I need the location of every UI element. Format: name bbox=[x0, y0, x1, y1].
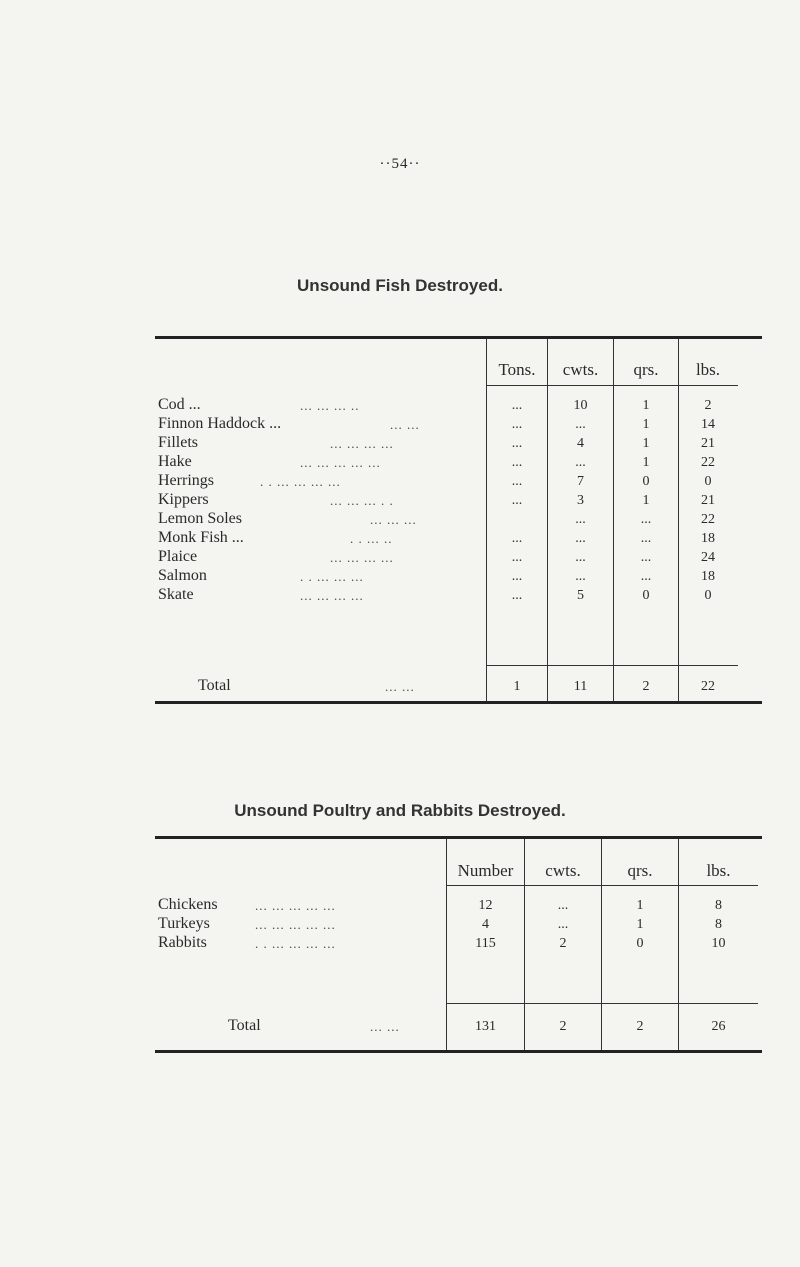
row-label: Finnon Haddock ... bbox=[158, 415, 282, 432]
cell-cwts: ... bbox=[575, 455, 586, 470]
total-cwts: 2 bbox=[559, 1019, 567, 1034]
poultry-header-rule bbox=[446, 885, 758, 886]
cell-cwts: 2 bbox=[559, 936, 567, 951]
cell-qrs: 1 bbox=[642, 493, 650, 508]
total-number: 131 bbox=[475, 1019, 496, 1034]
poultry-top-rule bbox=[155, 836, 762, 839]
fish-top-rule bbox=[155, 336, 762, 339]
row-leader: ... ... ... ... ... bbox=[255, 898, 336, 913]
cell-number: 4 bbox=[482, 917, 489, 932]
fish-header-cwts: cwts. bbox=[562, 360, 599, 379]
total-qrs: 2 bbox=[636, 1019, 644, 1034]
cell-cwts: ... bbox=[575, 417, 586, 432]
row-label: Chickens bbox=[158, 896, 218, 913]
cell-lbs: 8 bbox=[715, 898, 722, 913]
row-leader: ... ... ... ... bbox=[330, 436, 394, 451]
row-label: Plaice bbox=[158, 548, 198, 565]
cell-tons: ... bbox=[511, 531, 523, 546]
cell-lbs: 10 bbox=[711, 936, 726, 951]
cell-cwts: ... bbox=[575, 512, 586, 527]
row-leader: . . ... ... ... ... bbox=[255, 936, 336, 951]
cell-qrs: ... bbox=[640, 531, 652, 546]
cell-tons: ... bbox=[511, 569, 523, 584]
cell-qrs: 1 bbox=[642, 398, 650, 413]
cell-qrs: 1 bbox=[642, 436, 650, 451]
cell-cwts: ... bbox=[557, 917, 569, 932]
cell-cwts: 10 bbox=[573, 398, 588, 413]
cell-lbs: 21 bbox=[701, 436, 715, 451]
fish-header-rule bbox=[486, 385, 738, 386]
row-leader: ... ... ... ... bbox=[330, 550, 394, 565]
total-label: Total bbox=[228, 1017, 261, 1034]
cell-cwts: ... bbox=[575, 531, 586, 546]
fish-header-tons: Tons. bbox=[498, 360, 536, 379]
row-label: Cod ... bbox=[158, 396, 201, 413]
fish-total-rule bbox=[486, 665, 738, 666]
row-leader: ... ... ... . . bbox=[330, 493, 394, 508]
cell-cwts: ... bbox=[557, 898, 569, 913]
row-leader: ... ... bbox=[385, 679, 415, 694]
cell-lbs: 8 bbox=[715, 917, 722, 932]
cell-lbs: 0 bbox=[704, 474, 712, 489]
poultry-header-number: Number bbox=[457, 861, 514, 880]
cell-qrs: ... bbox=[640, 569, 652, 584]
cell-qrs: 1 bbox=[642, 455, 650, 470]
total-qrs: 2 bbox=[642, 679, 650, 694]
cell-lbs: 18 bbox=[701, 569, 715, 584]
poultry-header-cwts: cwts. bbox=[545, 861, 581, 880]
row-leader: ... ... bbox=[390, 417, 420, 432]
total-lbs: 26 bbox=[711, 1019, 726, 1034]
row-label: Fillets bbox=[158, 434, 199, 451]
row-label: Salmon bbox=[158, 567, 207, 584]
cell-qrs: 1 bbox=[636, 898, 644, 913]
row-leader: ... ... ... ... ... bbox=[255, 917, 336, 932]
row-leader: ... ... ... ... bbox=[300, 588, 364, 603]
cell-lbs: 18 bbox=[701, 531, 715, 546]
total-lbs: 22 bbox=[701, 679, 715, 694]
row-label: Kippers bbox=[158, 491, 209, 508]
fish-bottom-rule bbox=[155, 701, 762, 704]
row-label: Hake bbox=[158, 453, 192, 470]
cell-qrs: 1 bbox=[642, 417, 650, 432]
cell-lbs: 21 bbox=[701, 493, 715, 508]
cell-tons: ... bbox=[511, 436, 523, 451]
row-leader: . . ... ... ... bbox=[300, 569, 364, 584]
total-cwts: 11 bbox=[573, 679, 588, 694]
row-leader: . . ... .. bbox=[350, 531, 393, 546]
poultry-header-qrs: qrs. bbox=[627, 861, 653, 880]
poultry-total-rule bbox=[446, 1003, 758, 1004]
row-leader: ... ... ... bbox=[370, 512, 417, 527]
cell-qrs: 0 bbox=[636, 936, 644, 951]
cell-lbs: 22 bbox=[701, 455, 715, 470]
cell-tons: ... bbox=[511, 550, 523, 565]
row-label: Lemon Soles bbox=[158, 510, 242, 527]
fish-table-title: Unsound Fish Destroyed. bbox=[297, 276, 503, 295]
total-label: Total bbox=[198, 677, 231, 694]
cell-tons: ... bbox=[511, 417, 523, 432]
cell-lbs: 0 bbox=[704, 588, 712, 603]
cell-cwts: ... bbox=[575, 569, 586, 584]
cell-tons: ... bbox=[511, 588, 523, 603]
cell-tons: ... bbox=[511, 455, 523, 470]
row-leader: ... ... ... ... ... bbox=[300, 455, 381, 470]
row-label: Turkeys bbox=[158, 915, 210, 932]
fish-col-divider bbox=[486, 339, 487, 701]
row-label: Rabbits bbox=[158, 934, 207, 951]
poultry-header-lbs: lbs. bbox=[706, 861, 731, 880]
cell-cwts: 4 bbox=[577, 436, 584, 451]
cell-lbs: 24 bbox=[701, 550, 715, 565]
cell-tons: ... bbox=[511, 493, 523, 508]
row-label: Monk Fish ... bbox=[158, 529, 244, 546]
cell-qrs: 0 bbox=[642, 588, 650, 603]
cell-tons: ... bbox=[511, 474, 523, 489]
row-leader: . . ... ... ... ... bbox=[260, 474, 341, 489]
page-number: ··54·· bbox=[379, 156, 421, 172]
row-label: Skate bbox=[158, 586, 194, 603]
cell-lbs: 22 bbox=[701, 512, 715, 527]
cell-lbs: 14 bbox=[701, 417, 715, 432]
cell-cwts: 5 bbox=[577, 588, 584, 603]
poultry-table-title: Unsound Poultry and Rabbits Destroyed. bbox=[234, 801, 566, 820]
fish-header-lbs: lbs. bbox=[695, 360, 721, 379]
cell-cwts: 3 bbox=[577, 493, 584, 508]
cell-qrs: 0 bbox=[642, 474, 650, 489]
cell-number: 115 bbox=[475, 936, 496, 951]
total-tons: 1 bbox=[513, 679, 521, 694]
fish-header-qrs: qrs. bbox=[633, 360, 659, 379]
cell-qrs: ... bbox=[640, 550, 652, 565]
row-leader: ... ... bbox=[370, 1019, 400, 1034]
row-label: Herrings bbox=[158, 472, 214, 489]
cell-qrs: ... bbox=[640, 512, 652, 527]
cell-qrs: 1 bbox=[636, 917, 644, 932]
cell-cwts: 7 bbox=[577, 474, 584, 489]
row-leader: ... ... ... .. bbox=[300, 398, 360, 413]
cell-tons: ... bbox=[511, 398, 523, 413]
poultry-bottom-rule bbox=[155, 1050, 762, 1053]
cell-cwts: ... bbox=[575, 550, 586, 565]
cell-lbs: 2 bbox=[704, 398, 712, 413]
cell-number: 12 bbox=[478, 898, 493, 913]
